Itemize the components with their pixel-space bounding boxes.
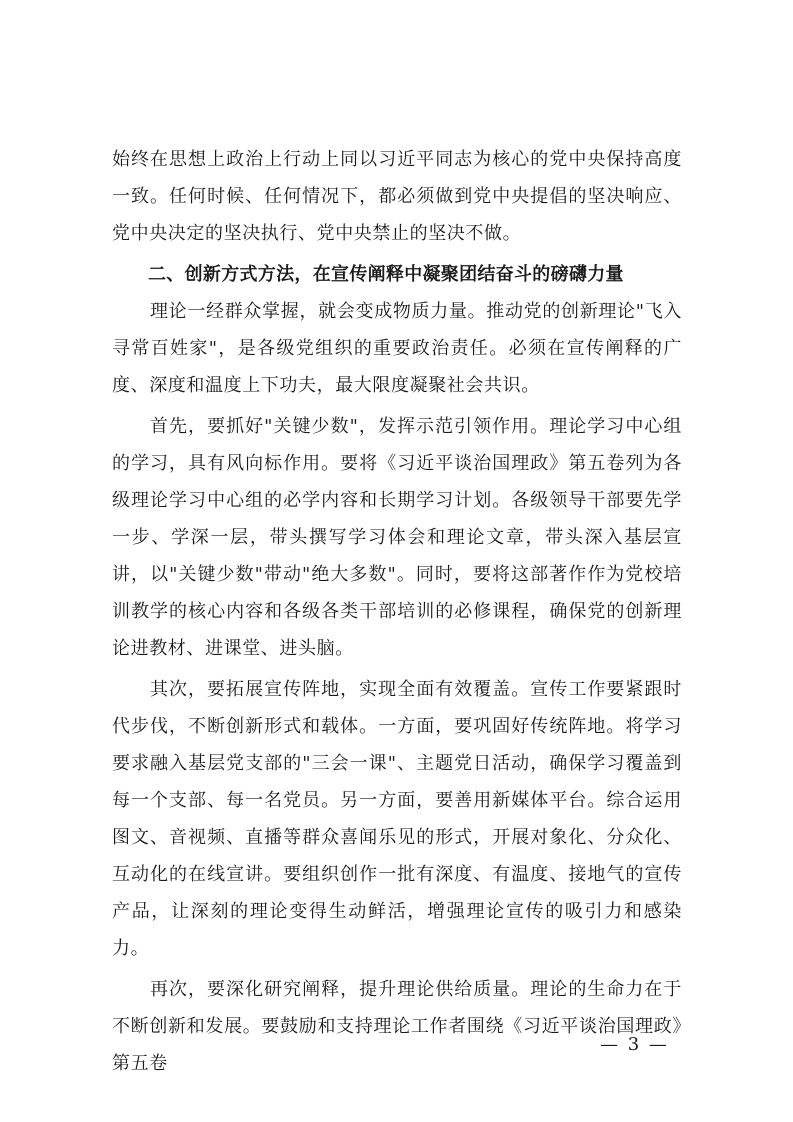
- section-heading: 二、创新方式方法，在宣传阐释中凝聚团结奋斗的磅礴力量: [148, 264, 624, 285]
- document-body: [112, 141, 682, 1082]
- body-paragraph: 再次，要深化研究阐释，提升理论供给质量。理论的生命力在于不断创新和发展。要鼓励和支持理论工作者围绕《习近平谈治国理政》第五卷: [112, 979, 682, 1074]
- body-paragraph: 首先，要抓好"关键少数"，发挥示范引领作用。理论学习中心组的学习，具有风向标作用。要将《习近平谈治国理政》第五卷列为各级理论学习中心组的必学内容和长期学习计划。各级领导干部要先学一步、学深一层，带头撰写学习体会和理论文章，带头深入基层宣讲，以"关键少数"带动"绝大多数"。同时，要将这部著作作为党校培训教学的核心内容和各级各类干部培训的必修课程，确保党的创新理论进教材、进课堂、进头脑。: [112, 416, 682, 659]
- page-number: — 3 —: [600, 1034, 669, 1055]
- body-paragraph: 其次，要拓展宣传阵地，实现全面有效覆盖。宣传工作要紧跟时代步伐，不断创新形式和载体。一方面，要巩固好传统阵地。将学习要求融入基层党支部的"三会一课"、主题党日活动，确保学习覆盖到每一个支部、每一名党员。另一方面，要善用新媒体平台。综合运用图文、音视频、直播等群众喜闻乐见的形式，开展对象化、分众化、互动化的在线宣讲。要组织创作一批有深度、有温度、接地气的宣传产品，让深刻的理论变得生动鲜活，增强理论宣传的吸引力和感染力。: [112, 679, 682, 959]
- body-paragraph: 理论一经群众掌握，就会变成物质力量。推动党的创新理论"飞入寻常百姓家"，是各级党组织的重要政治责任。必须在宣传阐释的广度、深度和温度上下功夫，最大限度凝聚社会共识。: [112, 301, 682, 396]
- continuation-paragraph: 始终在思想上政治上行动上同以习近平同志为核心的党中央保持高度一致。任何时候、任何情况下，都必须做到党中央提倡的坚决响应、党中央决定的坚决执行、党中央禁止的坚决不做。: [112, 149, 682, 244]
